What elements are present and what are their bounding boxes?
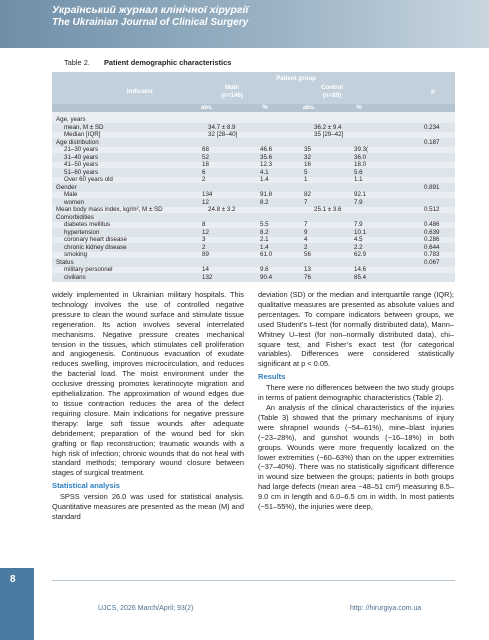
table-row [52,273,455,282]
table-cell: 9.6 [260,266,269,273]
row-label: smoking [64,251,88,258]
section-heading-statistical-analysis: Statistical analysis [52,481,120,491]
table-cell: 1 [304,176,308,183]
table-cell: 12.3 [260,161,273,168]
row-label: 51–60 years [64,168,99,176]
row-label: Status [56,258,74,266]
table-cell: 12 [202,198,209,206]
table-cell: 36.2 ± 9.4 [314,123,342,131]
right-text-column [258,290,454,512]
table-title: Patient demographic characteristics [104,58,232,67]
body-paragraph: An analysis of the clinical characteristics of the injuries (Table 3) showed that the primary mechanisms of injury were shrapnel wounds (~54–61%), mine–blast injuries (~23–28%), and gunshot wounds (~16–18%) in both groups. Wounds were more frequently localized on the lower extremities (~60–63%) than on the upper extremities (~37–40%). There was no statistically significant difference in wound size between the groups; patients in both groups had large defects (mean area ~48–51 cm²) measuring 8.5–9.0 cm in length and 6.0–6.5 cm in width. In most patients (~51–55%), the injuries were deep, [258,402,454,512]
table-cell: 89 [202,251,209,258]
journal-reference: UJCS, 2026 March/April; 93(2) [98,605,194,612]
table-cell: 7.9 [354,198,363,206]
page-number: 8 [10,574,16,585]
table-cell: 4.5 [354,236,363,243]
table-cell: 134 [202,191,213,198]
table-cell: 1.4 [260,243,269,251]
table-cell: 14.6 [354,266,367,273]
demographics-table [52,72,455,282]
row-label: 41–50 years [64,161,99,168]
row-label: diabetes mellitus [64,221,111,228]
table-cell: 2.2 [354,243,363,251]
journal-title-english: The Ukrainian Journal of Clinical Surgery [52,17,249,28]
body-paragraph: deviation (SD) or the median and interquartile range (IQR); qualitative measures are presented as absolute values and percentages. To compare indicators between groups, we used Student’s t–test (for normally distributed data), Mann–Whitney U–test (for non–normally distributed data), chi–square test, and Fisher’s exact test (for categorical variables). Differences were considered statistically significant at p < 0.05. [258,290,454,369]
footer-divider [52,580,455,581]
table-cell: 3 [202,236,206,243]
table-cell: 1.4 [260,176,269,183]
table-cell: 46.6 [260,146,273,153]
table-cell: 8 [202,221,206,228]
row-label: mean, M ± SD [64,123,104,131]
row-label: Mean body mass index, kg/m², M ± SD [56,206,163,213]
table-cell: 32 [28–40] [208,131,238,138]
table-cell: 0.639 [424,228,440,236]
table-cell: 52 [202,153,209,161]
table-cell: 61.0 [260,251,273,258]
table-cell: 0.067 [424,258,440,266]
table-cell: 5.6 [354,168,363,176]
header-p: p [431,88,435,95]
row-label: civilians [64,273,86,281]
table-cell: 0.187 [424,138,440,146]
table-cell: 2 [202,176,206,183]
table-number: Table 2. [64,58,90,67]
table-cell: 4 [304,236,308,243]
body-paragraph: widely implemented in Ukrainian military hospitals. This technology involves the use of controlled negative pressure to clean the wound surface and stimulate tissue regeneration. Its action involves several interrelated mechanisms. Negative pressure creates mechanical tension in the tissues, which stimulates cell proliferation and angiogenesis. Continuous evacuation of exudate reduces swelling, improves microcirculation, and reduces the bacterial load. The moist environment under the occlusive dressing promotes keratinocyte migration and epithelialization. The approximation of wound edges due to tissue contraction reduces the area of the defect requiring closure. Main indications for negative pressure therapy: large soft tissue wounds after adequate debridement; preparation of the wound bed for skin grafting or flap reconstruction; traumatic wounds with a high risk of infection; chronic wounds that do not heal with standard methods; temporary wound closure between stages of surgical treatment. [52,290,244,478]
table-cell: 1.1 [354,176,363,183]
row-label: coronary heart disease [64,236,127,243]
left-text-column [52,290,244,522]
table-cell: 35.6 [260,153,273,161]
table-cell: 16 [304,161,311,168]
table-cell: 62.9 [354,251,367,258]
row-label: Gender [56,183,77,191]
table-cell: 39.3( [354,146,369,153]
table-cell: 34.7 ± 8.9 [208,123,236,131]
table-cell: 8.2 [260,228,269,236]
table-cell: 8.2 [260,198,269,206]
table-cell: 0.486 [424,221,440,228]
header-control-abs: abs. [302,104,316,111]
table-cell: 0.286 [424,236,440,243]
table-cell: 2 [304,243,308,251]
section-heading-results: Results [258,372,286,382]
table-cell: 6 [202,168,206,176]
table-cell: 7 [304,221,308,228]
table-cell: 35 [29–42] [314,131,344,138]
table-cell: 82 [304,191,311,198]
header-main-abs: abs. [200,104,214,111]
journal-title-ukrainian: Український журнал клінічної хірургії [52,4,249,16]
table-cell: 132 [202,273,213,281]
table-cell: 9 [304,228,308,236]
table-cell: 85.4 [354,273,367,281]
table-cell: 14 [202,266,209,273]
table-cell: 0.234 [424,123,440,131]
table-cell: 13 [304,266,311,273]
row-label: hypertension [64,228,100,236]
row-label: Male [64,191,78,198]
row-label: military personnel [64,266,113,273]
table-cell: 7.9 [354,221,363,228]
row-label: Comorbidities [56,213,94,221]
table-cell: 91.8 [260,191,273,198]
table-cell: 25.1 ± 3.6 [314,206,342,213]
table-cell: 5.5 [260,221,269,228]
table-cell: 76 [304,273,311,281]
header-main-pct: % [262,104,268,111]
header-control-n: (n=89) [322,92,342,99]
table-cell: 2 [202,243,206,251]
header-control-pct: % [356,104,362,111]
table-cell: 92.1 [354,191,367,198]
table-cell: 0.644 [424,243,440,251]
row-label: Age, years [56,116,86,123]
table-cell: 35 [304,146,311,153]
header-patient-group: Patient group [276,75,316,82]
table-cell: 7 [304,198,308,206]
page-number-tab [0,568,34,640]
journal-banner [0,0,489,48]
row-label: Median [IQR] [64,131,101,138]
row-label: 31–40 years [64,153,99,161]
table-cell: 2.1 [260,236,269,243]
table-cell: 32 [304,153,311,161]
row-label: 21–30 years [64,146,99,153]
body-paragraph: SPSS version 26.0 was used for statistical analysis. Quantitative measures are presented as the mean (M) and standard [52,492,244,521]
table-cell: 0.783 [424,251,440,258]
row-label: chronic kidney disease [64,243,127,251]
row-label: Over 60 years old [64,176,113,183]
table-cell: 56 [304,251,311,258]
header-control: Control [321,84,343,91]
table-cell: 12 [202,228,209,236]
header-main: Main [224,84,240,91]
body-paragraph: There were no differences between the two study groups in terms of patient demographic characteristics (Table 2). [258,383,454,403]
table-cell: 18.0 [354,161,367,168]
row-label: women [64,198,84,206]
table-cell: 10.1 [354,228,367,236]
table-cell: 4.1 [260,168,269,176]
table-cell: 36.0 [354,153,367,161]
header-main-n: (n=146) [221,92,243,99]
table-cell: 90.4 [260,273,273,281]
table-cell: 5 [304,168,308,176]
table-cell: 24.8 ± 3.2 [208,206,236,213]
table-cell: 68 [202,146,209,153]
row-label: Age distribution [56,138,99,146]
table-cell: 0.891 [424,183,440,191]
table-cell: 18 [202,161,209,168]
header-indicator: Indicator [126,88,154,95]
journal-website-link[interactable]: http: //hirurgiya.com.ua [350,605,422,612]
table-cell: 0.512 [424,206,440,213]
